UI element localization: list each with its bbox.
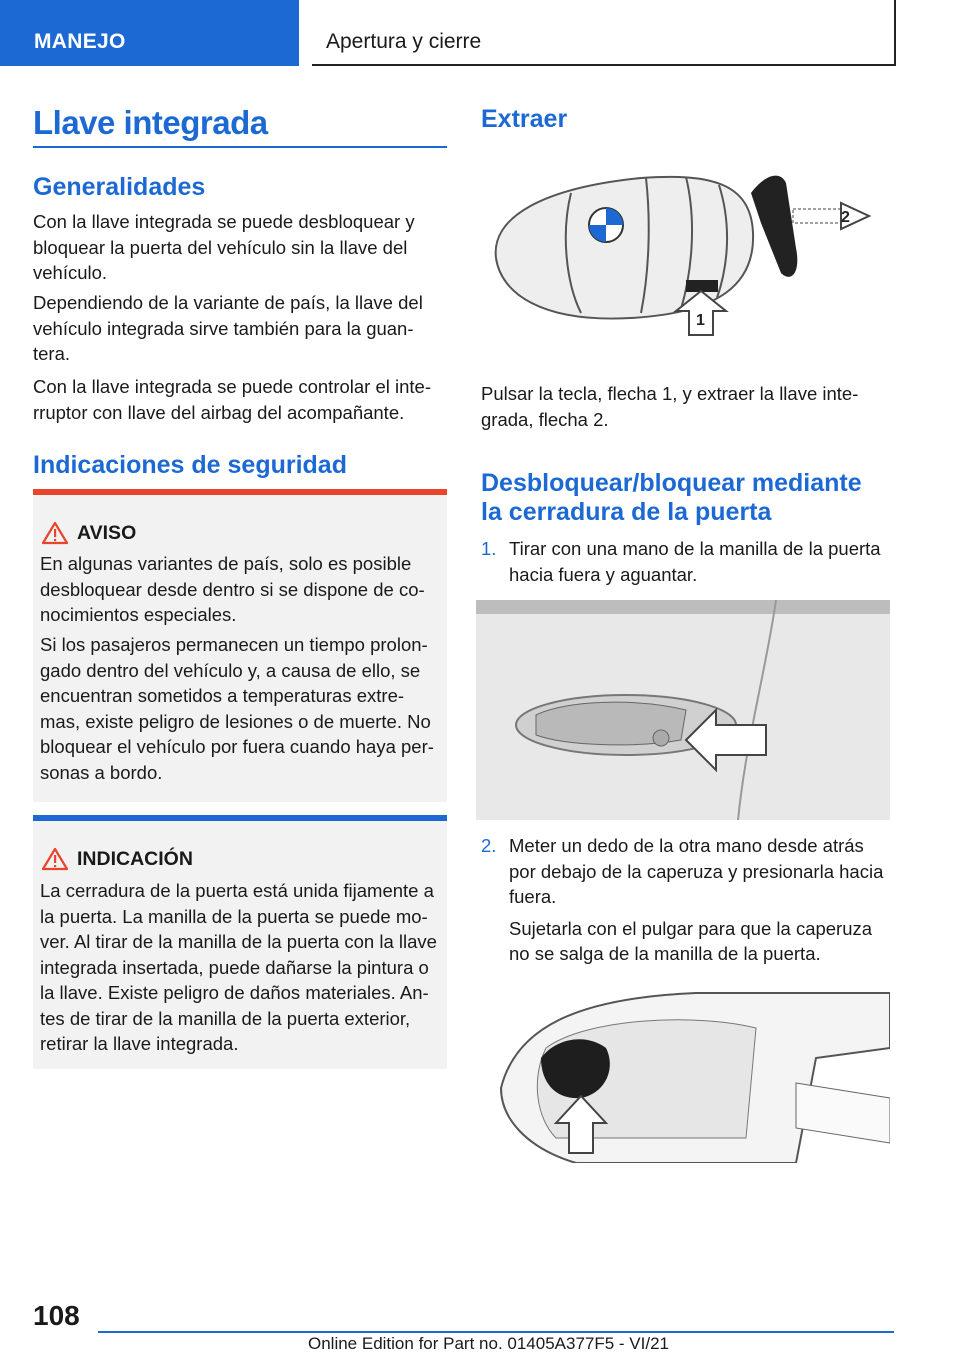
note-box (33, 815, 447, 1069)
extract-heading: Extraer (481, 105, 568, 133)
step-2-subtext: Sujetarla con el pulgar para que la caperuza no se salga de la manilla de la puerta. (509, 917, 873, 964)
key-illustration (481, 163, 881, 353)
general-paragraph-2: Dependiendo de la variante de país, la llave del vehículo integrada sirve también para la guan- tera. (33, 292, 423, 364)
warning-title: AVISO (77, 522, 137, 544)
chapter-header (312, 0, 896, 66)
edition-text: Online Edition for Part no. 01405A377F5 - VI/21 (308, 1334, 670, 1353)
section-tab (0, 0, 299, 66)
chapter-label: Apertura y cierre (326, 30, 482, 53)
safety-heading: Indicaciones de seguridad (33, 451, 347, 479)
key-cover-illustration (496, 988, 890, 1163)
page-number: 108 (33, 1300, 80, 1331)
general-paragraph-3: Con la llave integrada se puede controlar el inte- rruptor con llave del airbag del acompañante. (33, 376, 431, 423)
step-1: 1. Tirar con una mano de la manilla de la puerta hacia fuera y aguantar. (481, 538, 881, 585)
note-triangle-icon (42, 847, 68, 871)
footer-divider (98, 1331, 894, 1333)
warning-box (33, 489, 447, 802)
step-2: 2. Meter un dedo de la otra mano desde atrás por debajo de la caperuza y presionarla hacia fuera. Sujetarla con el pulgar para que la caperuza no se salga de la manilla de la puerta. (481, 833, 901, 967)
note-paragraph: La cerradura de la puerta está unida fijamente a la puerta. La manilla de la puerta se puede mo- ver. Al tirar de la manilla de la puerta con la llave integrada insertada, puede dañarse la pintura o la llave. Existe peligro de daños materiales. An- tes de tirar de la manilla de la puerta exterior, retirar la llave integrada. (40, 880, 437, 1054)
general-heading: Generalidades (33, 173, 206, 201)
step-1-number: 1. (481, 538, 497, 559)
lock-heading: Desbloquear/bloquear mediante la cerradura de la puerta (481, 469, 862, 526)
general-paragraph-1: Con la llave integrada se puede desbloquear y bloquear la puerta del vehículo sin la llave del vehículo. (33, 211, 415, 283)
step-2-number: 2. (481, 835, 497, 856)
arrow-2-label: 2 (841, 209, 850, 226)
warning-paragraph-1: En algunas variantes de país, solo es posible desbloquear desde dentro si se dispone de co- nocimientos especiales. (40, 553, 425, 625)
warning-triangle-icon (42, 521, 68, 545)
door-handle-photo (476, 600, 890, 820)
warning-paragraph-2: Si los pasajeros permanecen un tiempo prolon- gado dentro del vehículo y, a causa de ello, se encuentran sometidos a temperaturas extre- mas, existe peligro de lesiones o de muerte. No bloquear el vehículo por fuera cuando haya per- sonas a bordo. (40, 634, 434, 783)
section-label: MANEJO (34, 30, 126, 53)
arrow-1-label: 1 (696, 312, 705, 329)
page-title: Llave integrada (33, 104, 268, 141)
title-divider (33, 146, 447, 148)
extract-text: Pulsar la tecla, flecha 1, y extraer la llave inte- grada, flecha 2. (481, 383, 859, 430)
note-title: INDICACIÓN (77, 848, 193, 870)
